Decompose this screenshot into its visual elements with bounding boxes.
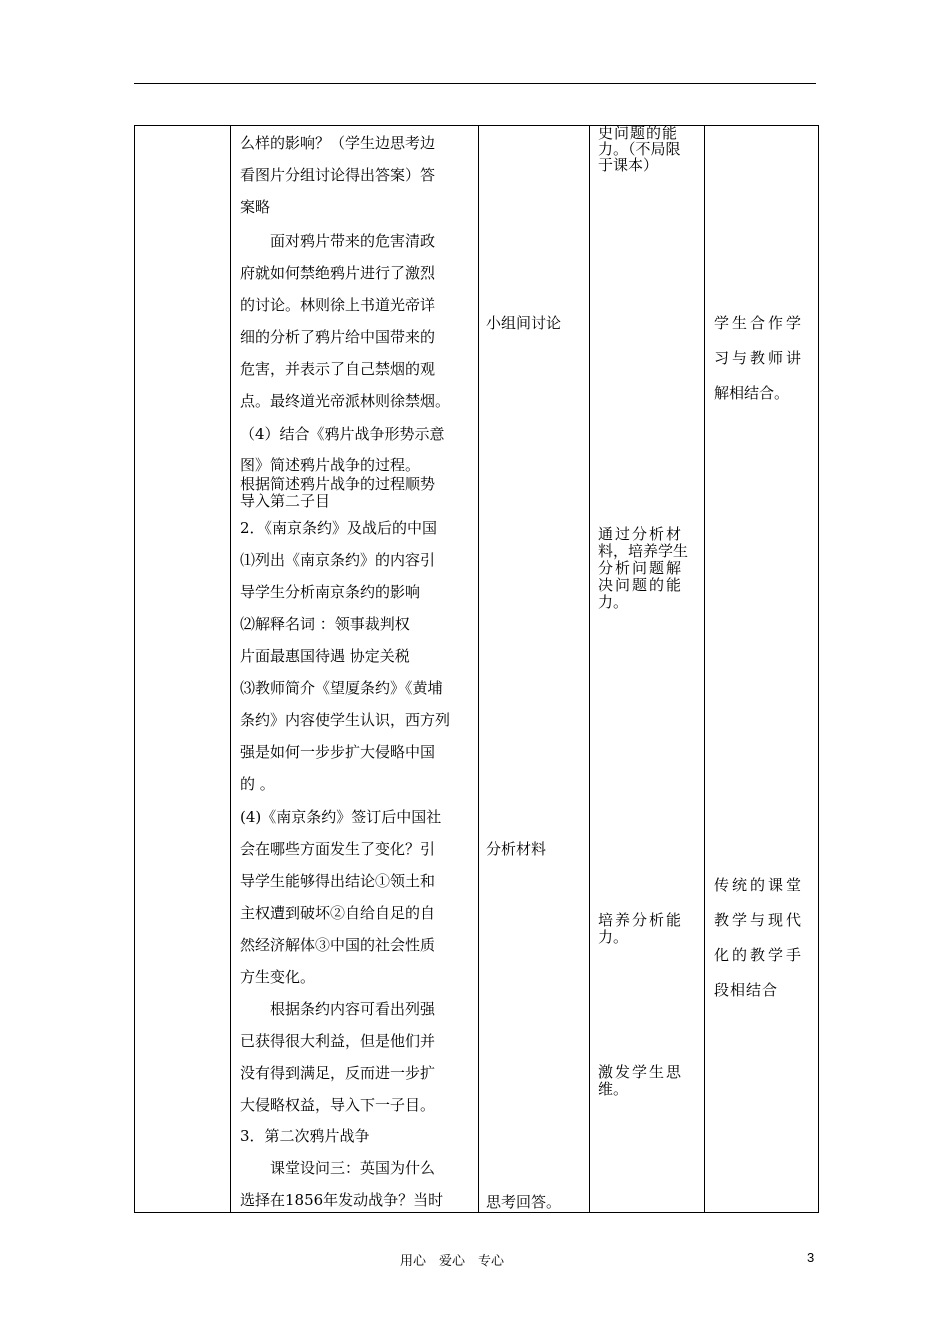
method-line: 学生合作学	[714, 314, 805, 332]
process-line: 面对鸦片带来的危害清政	[240, 232, 436, 250]
intent-line: 于课本）	[598, 156, 659, 174]
process-line: 导学生能够得出结论①领土和	[240, 872, 436, 890]
process-line: (4)《南京条约》签订后中国社	[240, 808, 442, 826]
process-line-compact: 根据简述鸦片战争的过程顺势	[240, 475, 436, 493]
intent-line: 通过分析材	[598, 525, 684, 543]
process-line: 没有得到满足，反而进一步扩	[240, 1064, 436, 1082]
process-line: 会在哪些方面发生了变化？引	[240, 840, 436, 858]
process-line: 图》简述鸦片战争的过程。	[240, 456, 421, 474]
intent-line: 分析问题解	[598, 559, 684, 577]
process-line: 危害，并表示了自己禁烟的观	[240, 360, 436, 378]
process-line: 的 。	[240, 775, 275, 793]
process-line: 导学生分析南京条约的影响	[240, 583, 421, 601]
intent-line: 力。	[598, 928, 629, 946]
process-line: 府就如何禁绝鸦片进行了激烈	[240, 264, 436, 282]
activity-analyze-material: 分析材料	[486, 840, 547, 858]
header-rule	[134, 83, 816, 84]
method-line: 解相结合。	[714, 384, 790, 402]
column-divider-1	[230, 126, 231, 1212]
process-line: 细的分析了鸦片给中国带来的	[240, 328, 436, 346]
process-line: ⑶教师简介《望厦条约》《黄埔	[240, 679, 443, 697]
process-line: 强是如何一步步扩大侵略中国	[240, 743, 436, 761]
process-line: 选择在1856年发动战争？当时	[240, 1191, 444, 1209]
process-line: 大侵略权益，导入下一子目。	[240, 1096, 436, 1114]
lesson-table	[134, 125, 819, 1213]
process-line: 已获得很大利益，但是他们并	[240, 1032, 436, 1050]
method-line: 段相结合	[714, 981, 779, 999]
process-line: 点。最终道光帝派林则徐禁烟。	[240, 392, 451, 410]
process-line: 条约》内容使学生认识，西方列	[240, 711, 451, 729]
process-line: 方生变化。	[240, 968, 316, 986]
process-line: 么样的影响？（学生边思考边	[240, 134, 436, 152]
process-line: 3．第二次鸦片战争	[240, 1127, 370, 1145]
process-line: 然经济解体③中国的社会性质	[240, 936, 436, 954]
process-line-compact: 导入第二子目	[240, 492, 331, 510]
process-line: ⑴列出《南京条约》的内容引	[240, 551, 436, 569]
column-divider-4	[704, 126, 705, 1212]
column-divider-2	[478, 126, 479, 1212]
footer-motto: 用心 爱心 专心	[400, 1254, 505, 1269]
intent-line: 培养分析能	[598, 911, 684, 929]
process-line: 2．《南京条约》及战后的中国	[240, 519, 438, 537]
process-line: （4）结合《鸦片战争形势示意	[240, 425, 445, 443]
process-line: 案略	[240, 198, 271, 216]
method-line: 化的教学手	[714, 946, 805, 964]
intent-line: 维。	[598, 1080, 629, 1098]
process-line: 课堂设问三：英国为什么	[240, 1159, 436, 1177]
process-line: 根据条约内容可看出列强	[240, 1000, 436, 1018]
activity-think-answer: 思考回答。	[486, 1193, 562, 1211]
method-line: 传统的课堂	[714, 876, 805, 894]
process-line: 的讨论。林则徐上书道光帝详	[240, 296, 436, 314]
column-divider-3	[589, 126, 590, 1212]
intent-line: 力。（不局限	[598, 140, 681, 158]
activity-group-discussion: 小组间讨论	[486, 314, 562, 332]
process-line: ⑵解释名词 ：领事裁判权	[240, 615, 410, 633]
process-line: 主权遭到破坏②自给自足的自	[240, 904, 436, 922]
method-line: 习与教师讲	[714, 349, 805, 367]
intent-line: 料，培养学生	[598, 542, 689, 560]
process-line: 片面最惠国待遇 协定关税	[240, 647, 410, 665]
page-number: 3	[807, 1250, 815, 1265]
process-line: 看图片分组讨论得出答案）答	[240, 166, 436, 184]
intent-line: 激发学生思	[598, 1063, 684, 1081]
intent-line: 力。	[598, 593, 629, 611]
intent-line: 决问题的能	[598, 576, 684, 594]
intent-line: 史问题的能	[598, 124, 679, 142]
method-line: 教学与现代	[714, 911, 805, 929]
